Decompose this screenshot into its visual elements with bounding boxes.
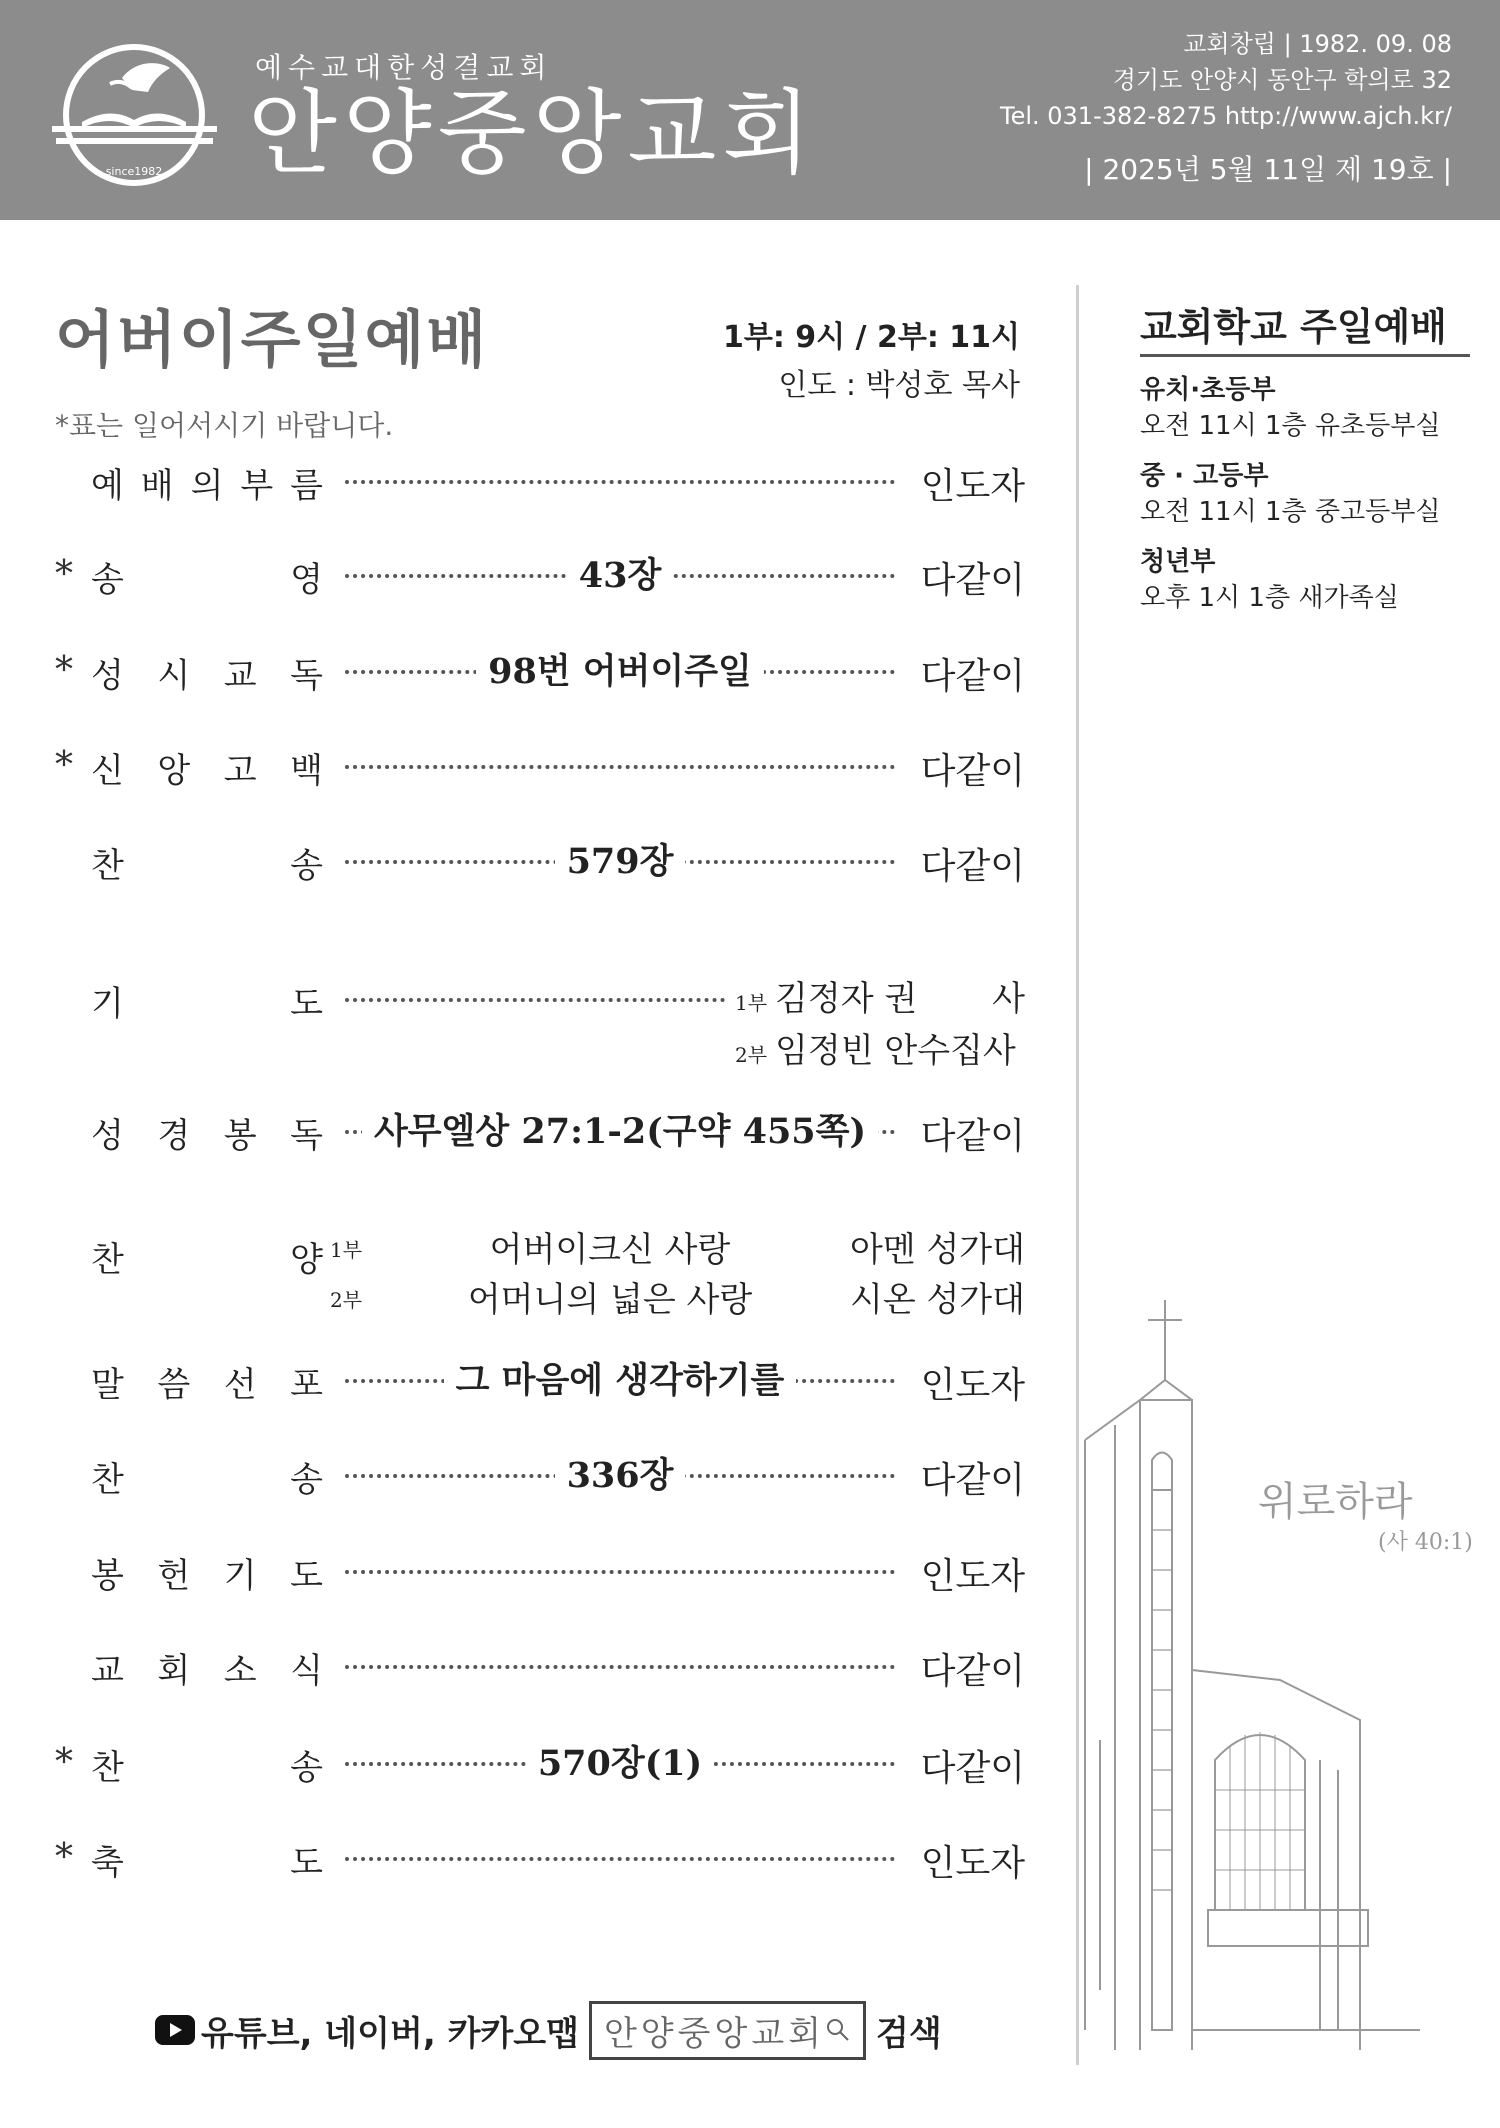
sidebar-schedule (1140, 372, 1470, 630)
prayer-leader-2: 2부 임정빈 안수집사 (735, 1031, 1016, 1071)
sidebar-item: 청년부 오후 1시 1층 새가족실 (1140, 547, 1399, 613)
order-content: 사무엘상 27:1-2(구약 455쪽) (345, 1104, 895, 1154)
order-participant: 다같이 (920, 1651, 1025, 1692)
order-row (55, 542, 1025, 602)
church-contact[interactable]: Tel. 031-382-8275 http://www.ajch.kr/ (999, 102, 1452, 130)
order-content: 336장 (345, 1448, 895, 1498)
order-row (55, 733, 1025, 793)
prayer-leaders (735, 975, 1025, 1079)
order-label: 성 시 교 독 (91, 656, 323, 696)
order-label: 봉 헌 기 도 (91, 1556, 323, 1596)
standing-marker: * (55, 1742, 73, 1783)
order-label: 찬 송 (91, 1748, 323, 1788)
sidebar-rule (1140, 354, 1470, 357)
order-participant: 인도자 (920, 1843, 1025, 1884)
standing-marker: * (55, 554, 73, 595)
platform-list: 유튜브, 네이버, 카카오맵 (201, 2013, 579, 2054)
choir-anthems (330, 1225, 1025, 1325)
leader-dots (345, 998, 725, 1002)
sidebar-item: 유치·초등부 오전 11시 1층 유초등부실 (1140, 375, 1441, 441)
order-content: 43장 (345, 548, 895, 598)
sidebar-item: 중 · 고등부 오전 11시 1층 중고등부실 (1140, 461, 1441, 527)
order-row (55, 1442, 1025, 1502)
denomination-name: 예수교대한성결교회 (255, 51, 553, 84)
order-row (55, 1347, 1025, 1407)
order-content: 98번 어버이주일 (345, 644, 895, 694)
order-participant: 인도자 (920, 1365, 1025, 1406)
church-name: 안양중앙교회 (248, 80, 818, 187)
order-label: 찬 송 (91, 846, 323, 886)
leader-dots (345, 765, 895, 769)
sidebar-title: 교회학교 주일예배 (1140, 305, 1447, 349)
leader-dots (345, 480, 895, 484)
church-logo-icon (52, 40, 217, 190)
church-building-illustration (1080, 1290, 1440, 2050)
order-label: 교 회 소 식 (91, 1651, 323, 1691)
search-footer (155, 2002, 942, 2058)
order-label: 찬 양 (91, 1240, 323, 1280)
order-row (55, 1825, 1025, 1885)
service-times: 1부: 9시 / 2부: 11시 (722, 320, 1020, 355)
column-divider (1076, 285, 1079, 2065)
order-label: 말 씀 선 포 (91, 1365, 323, 1405)
order-participant: 다같이 (920, 751, 1025, 792)
verse-text: 위로하라 (1258, 1479, 1413, 1525)
leader-dots (345, 1857, 895, 1861)
order-row (55, 1633, 1025, 1693)
issue-info: | 2025년 5월 11일 제 19호 | (1084, 153, 1452, 186)
order-content: 그 마음에 생각하기를 (345, 1353, 895, 1403)
standing-note: *표는 일어서시기 바랍니다. (55, 409, 394, 442)
church-address: 경기도 안양시 동안구 학의로 32 (1112, 66, 1452, 94)
order-label: 송 영 (91, 560, 323, 600)
standing-marker: * (55, 1837, 73, 1878)
choir-anthem-2: 2부 어머니의 넓은 사랑 시온 성가대 (330, 1280, 1025, 1320)
search-box[interactable]: 안양중앙교회 (589, 2001, 866, 2060)
order-participant: 다같이 (920, 656, 1025, 697)
order-row (55, 448, 1025, 508)
order-participant: 다같이 (920, 1460, 1025, 1501)
order-label: 기 도 (91, 984, 323, 1024)
header-info (1000, 26, 1452, 188)
order-label: 찬 송 (91, 1460, 323, 1500)
leader-dots (345, 1570, 895, 1574)
service-title: 어버이주일예배 (55, 303, 489, 376)
standing-marker: * (55, 745, 73, 786)
verse-reference: (사 40:1) (1378, 1530, 1473, 1555)
svg-text:since1982: since1982 (105, 165, 163, 178)
order-participant: 인도자 (920, 466, 1025, 507)
service-leader: 인도 : 박성호 목사 (778, 368, 1020, 403)
order-row (55, 1538, 1025, 1598)
prayer-leader-1: 1부 김정자 권 사 (735, 979, 1025, 1019)
order-participant: 인도자 (920, 1556, 1025, 1597)
search-label: 검색 (876, 2013, 942, 2054)
standing-marker: * (55, 650, 73, 691)
order-label: 신 앙 고 백 (91, 751, 323, 791)
header-banner (0, 0, 1500, 220)
order-row (55, 1730, 1025, 1790)
choir-anthem-1: 1부 어버이크신 사랑 아멘 성가대 (330, 1230, 1025, 1270)
order-participant: 다같이 (920, 1116, 1025, 1157)
order-participant: 다같이 (920, 846, 1025, 887)
order-row (55, 1098, 1025, 1158)
youtube-icon (155, 2015, 195, 2045)
order-row (55, 828, 1025, 888)
search-icon (825, 2017, 851, 2043)
order-label: 축 도 (91, 1843, 323, 1883)
order-label: 성 경 봉 독 (91, 1116, 323, 1156)
order-label: 예 배 의 부 름 (91, 466, 323, 506)
order-participant: 다같이 (920, 560, 1025, 601)
order-row (55, 638, 1025, 698)
leader-dots (345, 1665, 895, 1669)
order-participant: 다같이 (920, 1748, 1025, 1789)
order-content: 570장(1) (345, 1736, 895, 1786)
founded-date: 교회창립 | 1982. 09. 08 (1183, 30, 1452, 58)
order-content: 579장 (345, 834, 895, 884)
